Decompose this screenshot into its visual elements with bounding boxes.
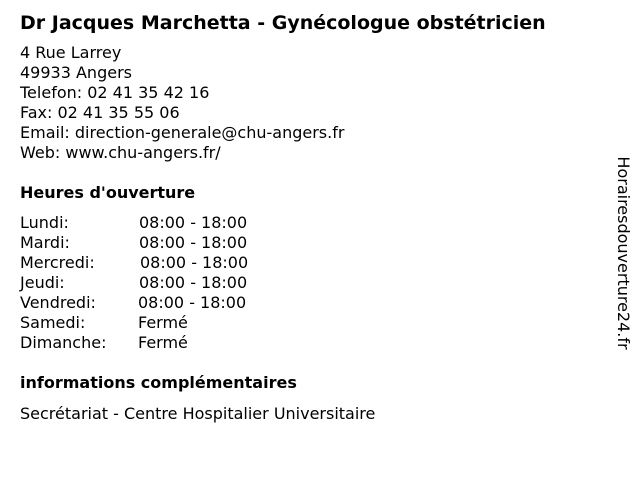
day-label: Vendredi: — [20, 293, 96, 312]
opening-hours-heading: Heures d'ouverture — [20, 183, 196, 202]
phone-number: Telefon: 02 41 35 42 16 — [20, 83, 210, 102]
fax-number: Fax: 02 41 35 55 06 — [20, 103, 180, 122]
hours-value: 08:00 - 18:00 — [139, 273, 248, 292]
day-label: Lundi: — [20, 213, 69, 232]
hours-value: Fermé — [138, 313, 188, 332]
contact-block — [20, 43, 344, 163]
hours-value: 08:00 - 18:00 — [139, 213, 248, 232]
hours-value: 08:00 - 18:00 — [140, 253, 249, 272]
address-city: 49933 Angers — [20, 63, 132, 82]
day-label: Dimanche: — [20, 333, 107, 352]
site-watermark: Horairesdouverture24.fr — [614, 156, 633, 350]
hours-value: 08:00 - 18:00 — [138, 293, 247, 312]
website: Web: www.chu-angers.fr/ — [20, 143, 221, 162]
additional-info-text: Secrétariat - Centre Hospitalier Universitaire — [20, 404, 376, 423]
email-address: Email: direction-generale@chu-angers.fr — [20, 123, 345, 142]
hours-value: 08:00 - 18:00 — [139, 233, 248, 252]
hours-value: Fermé — [138, 333, 188, 352]
day-label: Mercredi: — [20, 253, 95, 272]
day-label: Jeudi: — [20, 273, 65, 292]
additional-info-heading: informations complémentaires — [20, 373, 297, 392]
page-title: Dr Jacques Marchetta - Gynécologue obstétricien — [20, 12, 546, 34]
address-street: 4 Rue Larrey — [20, 43, 122, 62]
day-label: Mardi: — [20, 233, 70, 252]
day-label: Samedi: — [20, 313, 86, 332]
